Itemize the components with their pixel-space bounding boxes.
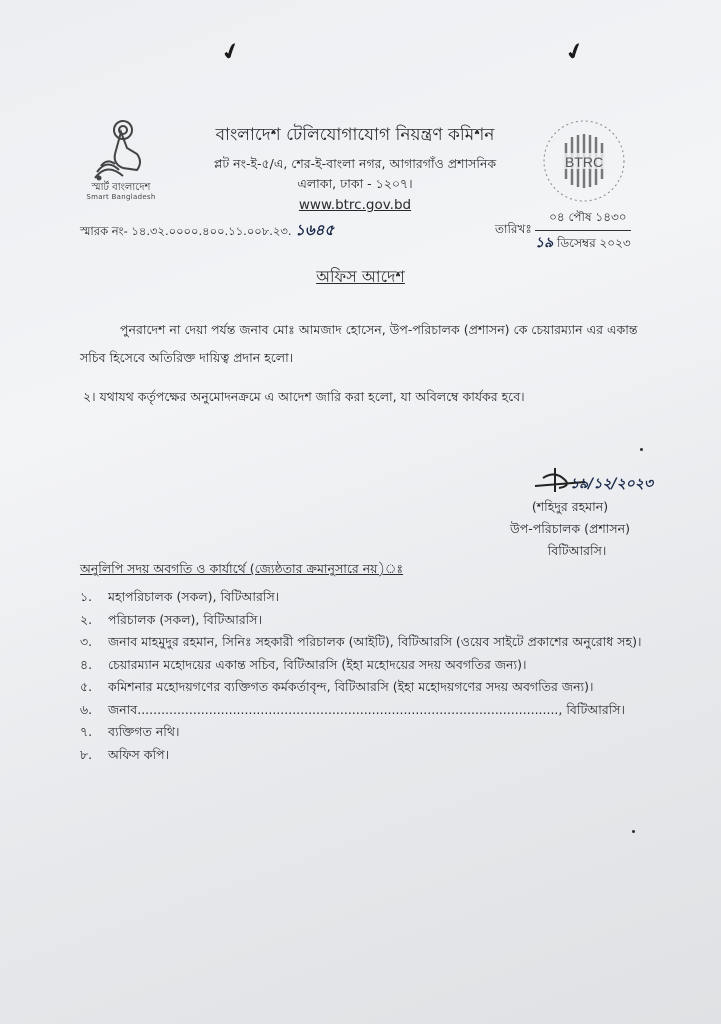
signature-date: ১৯/১২/২০২৩ [570, 476, 653, 492]
ink-speck [640, 448, 643, 451]
list-item [80, 654, 641, 677]
signatory-name: (শহিদুর রহমান) [531, 499, 609, 514]
memo-number [80, 219, 334, 244]
item-text: জনাব মাহমুদুর রহমান, সিনিঃ সহকারী পরিচালক (আইটি), বিটিআরসি (ওয়েব সাইটে প্রকাশের অনুরোধ সহ)। [108, 634, 642, 649]
smart-bangladesh-icon [93, 118, 149, 182]
copy-to-list [80, 586, 641, 766]
item-text: ব্যক্তিগত নথি। [108, 724, 180, 739]
item-text: পরিচালক (সকল), বিটিআরসি। [108, 611, 263, 627]
signatory-office: বিটিআরসি। [547, 543, 607, 558]
list-item [80, 721, 641, 744]
memo-number-handwritten: ১৬৪৫ [295, 221, 335, 239]
signature-block [490, 496, 650, 562]
item-text: কমিশনার মহোদয়গণের ব্যক্তিগত কর্মকর্তাবৃন্দ, বিটিআরসি (ইহা মহোদয়গণের সদয় অবগতির জন্য)। [108, 679, 594, 694]
item-number: ৫. [80, 679, 93, 694]
date-day-handwritten: ১৯ [535, 235, 554, 251]
date-block [535, 209, 631, 255]
check-mark-left: ✔ [218, 37, 245, 68]
title-text: অফিস আদেশ [316, 267, 405, 286]
smart-bangladesh-logo [78, 118, 164, 208]
list-item [80, 744, 641, 767]
item-text: মহাপরিচালক (সকল), বিটিআরসি। [108, 589, 280, 604]
organization-name: বাংলাদেশ টেলিযোগাযোগ নিয়ন্ত্রণ কমিশন [215, 125, 495, 145]
website-link[interactable]: www.btrc.gov.bd [298, 197, 412, 213]
btrc-seal-icon [540, 117, 628, 205]
check-mark-right: ✔ [562, 37, 589, 68]
logo-text-en: Smart Bangladesh [86, 193, 156, 201]
list-item [80, 609, 641, 632]
item-text: অফিস কপি। [108, 746, 170, 762]
signature-icon [515, 466, 695, 498]
list-item [80, 676, 641, 699]
list-item [80, 586, 641, 609]
item-number: ৩. [80, 634, 93, 649]
body-paragraph-2: ২। যথাযথ কর্তৃপক্ষের অনুমোদনক্রমে এ আদেশ জারি করা হলো, যা অবিলম্বে কার্যকর হবে। [83, 389, 525, 404]
item-number: ২. [80, 611, 93, 627]
letterhead [190, 122, 520, 213]
copy-to-heading: অনুলিপি সদয় অবগতি ও কার্যার্থে (জ্যেষ্ঠতার ক্রমানুসারে নয়)ঃ [80, 561, 404, 576]
gregorian-date: ডিসেম্বর ২০২৩ [557, 236, 631, 250]
item-number: ৬. [80, 701, 93, 717]
list-item [80, 631, 641, 654]
logo-text-bn: স্মার্ট বাংলাদেশ [91, 182, 151, 193]
address-line-2: এলাকা, ঢাকা - ১২০৭। [297, 176, 413, 191]
list-item [80, 699, 641, 722]
memo-number-printed: ১৪.৩২.০০০০.৪০০.১১.০০৮.২৩. [131, 224, 292, 238]
signatory-designation: উপ-পরিচালক (প্রশাসন) [510, 521, 630, 536]
item-number: ৪. [80, 656, 93, 672]
seal-text: BTRC [564, 154, 604, 170]
document-title [0, 264, 721, 291]
item-number: ৭. [80, 724, 93, 739]
memo-label: স্মারক নং- [80, 224, 128, 238]
item-number: ১. [80, 589, 93, 604]
bangla-date: ০৪ পৌষ ১৪৩০ [535, 209, 631, 231]
btrc-seal [540, 117, 628, 205]
item-text: জনাব.........................................................................................................., বিটিআরসি। [108, 701, 626, 717]
item-text: চেয়ারম্যান মহোদয়ের একান্ত সচিব, বিটিআরসি (ইহা মহোদয়ের সদয় অবগতির জন্য)। [108, 656, 527, 672]
body-paragraph-1: পুনরাদেশ না দেয়া পর্যন্ত জনাব মোঃ আমজাদ হোসেন, উপ-পরিচালক (প্রশাসন) কে চেয়ারম্যান এর একান্ত সচিব হিসেবে অতিরিক্ত দায়িত্ব প্রদান হলো। [80, 322, 638, 365]
date-label: তারিখঃ [495, 222, 532, 236]
ink-speck [632, 830, 635, 833]
address-line-1: প্লট নং-ই-৫/এ, শের-ই-বাংলা নগর, আগারগাঁও প্রশাসনিক [213, 156, 497, 171]
item-number: ৮. [80, 746, 93, 762]
